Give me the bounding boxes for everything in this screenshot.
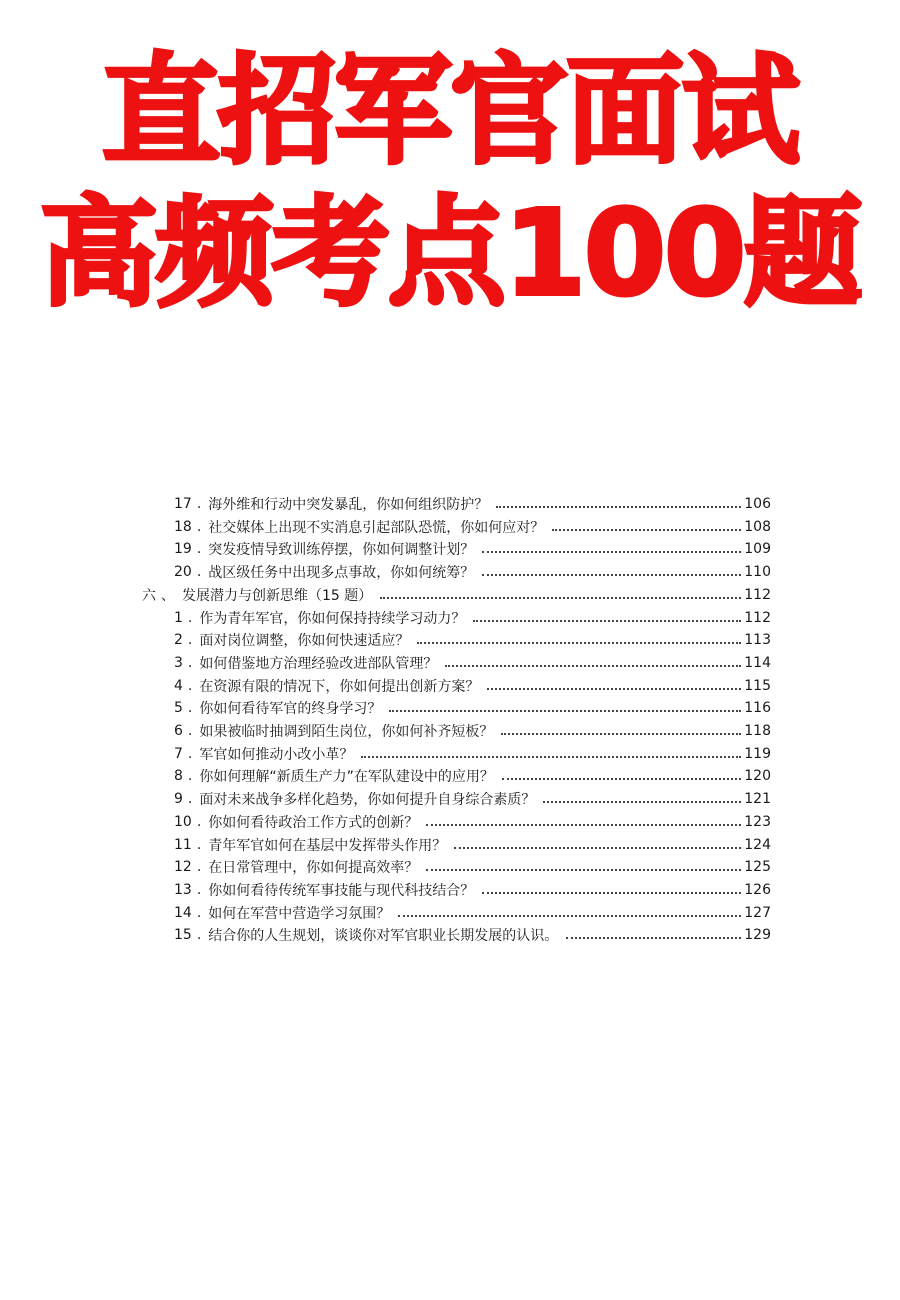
toc-entry[interactable] [174,902,771,924]
toc-page-number: 125 [744,859,771,876]
toc-entry[interactable] [174,607,771,629]
toc-entry-number: 15 [174,927,192,944]
toc-entry-number: 11 [174,836,192,853]
toc-section-heading[interactable] [142,584,771,606]
toc-entry[interactable] [174,652,771,674]
toc-entry-title: 在日常管理中，你如何提高效率？ [208,860,419,877]
toc-page-number: 120 [744,768,771,785]
toc-page-number: 129 [744,927,771,944]
toc-dot-leader [361,756,741,758]
toc-dot-leader [482,892,741,894]
toc-dot-leader [445,665,741,667]
toc-entry[interactable] [174,811,771,833]
toc-entry-title: 结合你的人生规划，谈谈你对军官职业长期发展的认识。 [208,928,559,945]
toc-dot-leader [552,529,741,531]
toc-entry-title: 发展潜力与创新思维（15 题） [182,587,373,604]
toc-entry-separator: . [196,836,202,853]
toc-entry-number: 7 [174,745,183,762]
toc-dot-leader [426,869,741,871]
toc-dot-leader [417,642,741,644]
toc-entry-title: 你如何看待军官的终身学习？ [199,701,382,718]
toc-dot-leader [454,847,741,849]
toc-entry-separator: . [187,654,193,671]
toc-entry[interactable] [174,834,771,856]
toc-entry-number: 2 [174,632,183,649]
toc-entry[interactable] [174,788,771,810]
toc-entry-title: 你如何看待政治工作方式的创新？ [208,814,419,831]
toc-entry[interactable] [174,856,771,878]
toc-entry[interactable] [174,493,771,515]
toc-entry-separator: . [187,677,193,694]
toc-entry-title: 战区级任务中出现多点事故，你如何统筹？ [208,565,475,582]
toc-dot-leader [473,620,741,622]
toc-entry-separator: . [196,541,202,558]
toc-page-number: 124 [744,836,771,853]
toc-dot-leader [482,551,741,553]
toc-dot-leader [487,688,741,690]
toc-entry-separator: . [196,904,202,921]
toc-page-number: 121 [744,791,771,808]
toc-entry-title: 面对岗位调整，你如何快速适应？ [199,633,410,650]
toc-page-number: 112 [744,609,771,626]
toc-entry-separator: . [196,496,202,512]
toc-entry-separator: . [196,927,202,944]
toc-dot-leader [380,597,741,599]
toc-entry[interactable] [174,629,771,651]
toc-dot-leader [426,824,741,826]
toc-entry-number: 5 [174,700,183,717]
toc-entry-title: 你如何理解“新质生产力”在军队建设中的应用？ [199,769,494,786]
toc-entry-number: 10 [174,813,192,830]
toc-entry-number: 20 [174,564,192,581]
toc-page-number: 123 [744,813,771,830]
toc-page-number: 110 [744,564,771,581]
toc-entry-separator: . [187,745,193,762]
toc-entry[interactable] [174,538,771,560]
toc-entry-separator: 、 [161,587,175,604]
toc-page-number: 113 [744,632,771,649]
toc-entry-separator: . [196,518,202,535]
toc-entry-number: 9 [174,791,183,808]
toc-dot-leader [398,915,741,917]
toc-entry-number: 12 [174,859,192,876]
toc-page-number: 106 [744,496,771,512]
toc-entry-number: 1 [174,609,183,626]
toc-entry-title: 如何借鉴地方治理经验改进部队管理？ [199,655,438,672]
toc-entry-separator: . [187,632,193,649]
toc-page-number: 115 [744,677,771,694]
toc-entry-separator: . [187,768,193,785]
toc-entry-title: 在资源有限的情况下，你如何提出创新方案？ [199,678,480,695]
toc-dot-leader [501,733,741,735]
toc-entry-title: 青年军官如何在基层中发挥带头作用？ [208,837,447,854]
toc-entry-title: 社交媒体上出现不实消息引起部队恐慌，你如何应对？ [208,519,545,536]
toc-entry[interactable] [174,720,771,742]
toc-entry-number: 3 [174,654,183,671]
toc-page-number: 109 [744,541,771,558]
toc-entry-separator: . [196,813,202,830]
cover-title [0,40,900,324]
toc-entry-title: 突发疫情导致训练停摆，你如何调整计划？ [208,542,475,559]
toc-page-number: 108 [744,518,771,535]
title-line-1: 直招军官面试 [101,42,798,180]
toc-entry-number: 4 [174,677,183,694]
toc-dot-leader [566,937,741,939]
toc-entry-number: 13 [174,881,192,898]
toc-entry[interactable] [174,697,771,719]
toc-page-number: 114 [744,654,771,671]
toc-entry-separator: . [196,859,202,876]
toc-dot-leader [543,801,741,803]
toc-entry-number: 19 [174,541,192,558]
toc-entry-separator: . [187,791,193,808]
toc-entry-title: 作为青年军官，你如何保持持续学习动力？ [199,610,466,627]
toc-entry-title: 军官如何推动小改小革？ [199,746,354,763]
toc-entry[interactable] [174,743,771,765]
toc-entry-number: 14 [174,904,192,921]
toc-entry-number: 8 [174,768,183,785]
toc-entry-title: 面对未来战争多样化趋势，你如何提升自身综合素质？ [199,792,536,809]
toc-page-number: 118 [744,723,771,739]
toc-page-number: 116 [744,700,771,717]
toc-entry-number: 17 [174,496,192,512]
toc-page-number: 119 [744,745,771,762]
toc-entry-separator: . [187,700,193,717]
toc-entry-separator: . [187,723,193,739]
toc-dot-leader [482,574,741,576]
toc-entry-title: 如何在军营中营造学习氛围？ [208,905,391,922]
toc-entry[interactable] [174,924,771,946]
toc-entry[interactable] [174,516,771,538]
toc-entry[interactable] [174,765,771,787]
toc-entry-number: 18 [174,518,192,535]
toc-dot-leader [389,710,741,712]
toc-entry-title: 如果被临时抽调到陌生岗位，你如何补齐短板？ [199,724,494,740]
toc-page-number: 127 [744,904,771,921]
toc-entry-number: 6 [174,723,183,739]
title-line-2: 高频考点100题 [39,184,861,322]
toc-entry[interactable] [174,879,771,901]
toc-entry-separator: . [187,609,193,626]
toc-page-number: 126 [744,881,771,898]
toc-entry[interactable] [174,561,771,583]
toc-dot-leader [496,506,741,508]
toc-dot-leader [502,778,741,780]
toc-entry-title: 你如何看待传统军事技能与现代科技结合？ [208,882,475,899]
toc-entry-title: 海外维和行动中突发暴乱，你如何组织防护？ [208,497,489,513]
toc-page-number: 112 [744,586,771,603]
toc-entry-number: 六 [142,587,156,604]
toc-entry-separator: . [196,564,202,581]
toc-entry[interactable] [174,675,771,697]
toc-entry-separator: . [196,881,202,898]
